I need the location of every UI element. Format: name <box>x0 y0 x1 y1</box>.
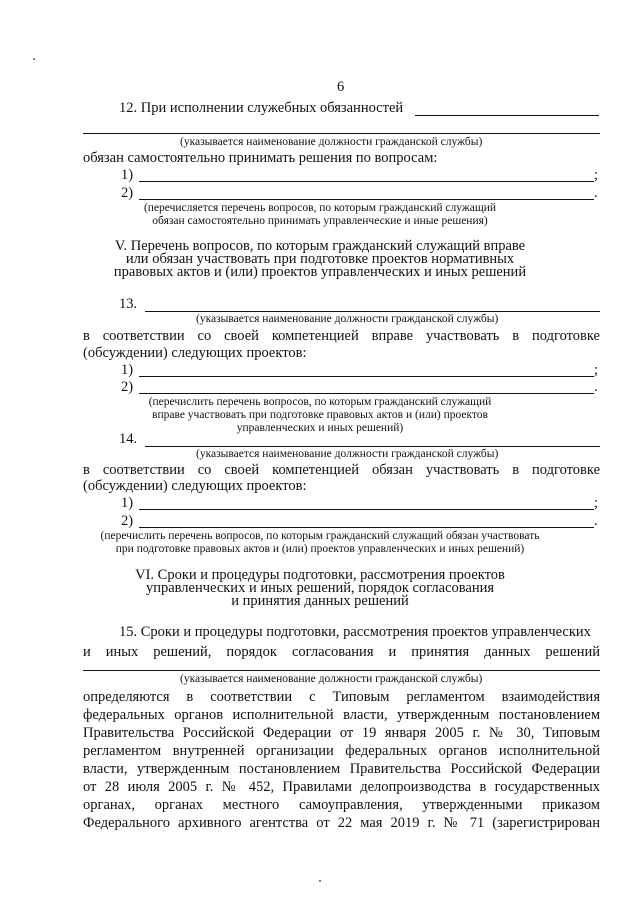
p15-line2: и иных решений, порядок согласования и принятия данных решений <box>83 644 600 660</box>
p14-item1-label: 1) <box>121 495 134 511</box>
p15-body-line: Правительства Российской Федерации от 19 января 2005 г. № 30, Типовым <box>83 725 600 741</box>
p14-text-line1: в соответствии со своей компетенцией обязан участвовать в подготовке <box>83 462 600 478</box>
p12-item1-line <box>139 181 594 182</box>
section5-heading-2: или обязан участвовать при подготовке проектов нормативных <box>125 251 515 267</box>
p14-num: 14. <box>119 431 138 447</box>
p14-item2-end: . <box>594 513 598 529</box>
p13-item1-end: ; <box>594 362 599 378</box>
page-number: 6 <box>337 79 345 95</box>
scan-speck <box>33 58 35 60</box>
p14-text-line2: (обсуждении) следующих проектов: <box>83 478 307 494</box>
section5-heading-1: V. Перечень вопросов, по которым гражданский служащий вправе <box>114 238 526 254</box>
p14-list-note-2: при подготовке правовых актов и (или) проектов управленческих и иных решений) <box>115 543 525 555</box>
p12-text: обязан самостоятельно принимать решения по вопросам: <box>83 150 438 166</box>
p13-position-line <box>145 311 600 312</box>
p12-item2-line <box>139 199 594 200</box>
p12-position-note: (указывается наименование должности гражданской службы) <box>180 136 483 148</box>
p13-item2-label: 2) <box>121 379 134 395</box>
p15-body-line: от 28 июля 2005 г. № 452, Правилами делопроизводства в государственных <box>83 779 600 795</box>
p14-list-note-1: (перечислить перечень вопросов, по которым гражданский служащий обязан участвовать <box>100 530 540 542</box>
p13-list-note-2: вправе участвовать при подготовке правовых актов и (или) проектов <box>152 409 488 421</box>
p13-list-note-1: (перечислить перечень вопросов, по которым гражданский служащий <box>148 396 492 408</box>
p12-position-line <box>83 133 600 134</box>
p15-body <box>83 688 600 832</box>
p14-text <box>83 461 600 479</box>
p14-item1-end: ; <box>594 495 599 511</box>
p15-body-line: регламентом внутренней организации федеральных органов исполнительной <box>83 743 600 759</box>
section5-heading-3: правовых актов и (или) проектов управленческих и иных решений <box>113 264 527 280</box>
p13-text <box>83 327 600 345</box>
p12-list-note-1: (перечисляется перечень вопросов, по которым гражданский служащий <box>143 202 497 214</box>
p12-item1-label: 1) <box>121 167 134 183</box>
p12-item2-label: 2) <box>121 185 134 201</box>
p13-num: 13. <box>119 296 138 312</box>
section6-heading-3: и принятия данных решений <box>231 593 409 609</box>
p13-position-note: (указывается наименование должности гражданской службы) <box>196 313 499 325</box>
p12-head: 12. При исполнении служебных обязанностей <box>119 100 404 116</box>
p15-body-line: Федерального архивного агентства от 22 мая 2019 г. № 71 (зарегистрирован <box>83 815 600 831</box>
p12-fill-line <box>415 115 599 116</box>
p14-position-note: (указывается наименование должности гражданской службы) <box>196 448 499 460</box>
p14-item2-line <box>139 527 594 528</box>
p15-position-note: (указывается наименование должности гражданской службы) <box>180 673 483 685</box>
p15-body-line: федеральных органов исполнительной власти, утвержденным постановлением <box>83 707 600 723</box>
p15-body-line: определяются в соответствии с Типовым регламентом взаимодействия <box>83 689 600 705</box>
p15-body-line: органах, органах местного самоуправления, утвержденными приказом <box>83 797 600 813</box>
p13-text-line1: в соответствии со своей компетенцией вправе участвовать в подготовке <box>83 328 600 344</box>
p15-position-line <box>83 670 600 671</box>
p12-list-note-2: обязан самостоятельно принимать управленческие и иные решения) <box>152 215 488 227</box>
section6-heading-1: VI. Сроки и процедуры подготовки, рассмотрения проектов <box>135 567 505 583</box>
p12-item2-end: . <box>594 185 598 201</box>
p14-item1-line <box>139 509 594 510</box>
p14-position-line <box>145 446 600 447</box>
p13-item2-line <box>139 393 594 394</box>
scan-speck <box>319 880 321 882</box>
p15-line1: 15. Сроки и процедуры подготовки, рассмотрения проектов управленческих <box>119 624 591 640</box>
p15-body-line: власти, утвержденным постановлением Правительства Российской Федерации <box>83 761 600 777</box>
p13-list-note-3: управленческих и иных решений) <box>236 422 404 434</box>
p13-item2-end: . <box>594 379 598 395</box>
p13-item1-label: 1) <box>121 362 134 378</box>
p13-text-line2: (обсуждении) следующих проектов: <box>83 345 307 361</box>
p12-item1-end: ; <box>594 167 599 183</box>
section6-heading-2: управленческих и иных решений, порядок согласования <box>145 580 495 596</box>
p13-item1-line <box>139 376 594 377</box>
p14-item2-label: 2) <box>121 513 134 529</box>
p15-line2-wrap <box>83 643 600 661</box>
